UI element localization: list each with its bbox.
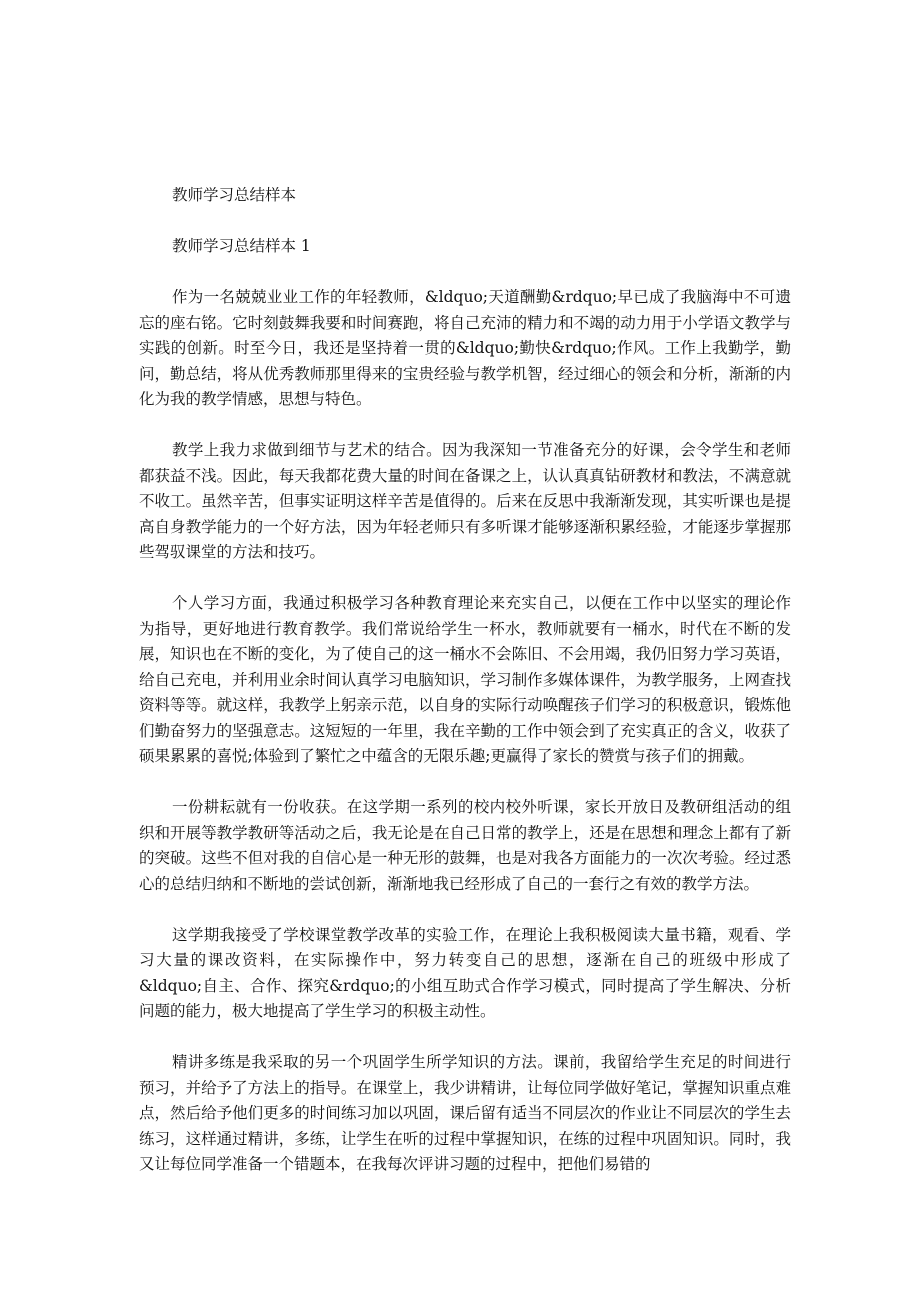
paragraph: 个人学习方面，我通过积极学习各种教育理论来充实自己，以便在工作中以坚实的理论作为指导，更好地进行教育教学。我们常说给学生一杯水，教师就要有一桶水，时代在不断的发展，知识也在不断的变化，为了使自己的这一桶水不会陈旧、不会用竭，我仍旧努力学习英语，给自己充电，并利用业余时间认真学习电脑知识，学习制作多媒体课件，为教学服务，上网查找资料等等。就这样，我教学上躬亲示范，以自身的实际行动唤醒孩子们学习的积极意识，锻炼他们勤奋努力的坚强意志。这短短的一年里，我在辛勤的工作中领会到了充实真正的含义，收获了硕果累累的喜悦;体验到了繁忙之中蕴含的无限乐趣;更赢得了家长的赞赏与孩子们的拥戴。 [139,594,791,765]
paragraph: 教学上我力求做到细节与艺术的结合。因为我深知一节准备充分的好课，会令学生和老师都获益不浅。因此，每天我都花费大量的时间在备课之上，认认真真钻研教材和教法，不满意就不收工。虽然辛苦，但事实证明这样辛苦是值得的。后来在反思中我渐渐发现，其实听课也是提高自身教学能力的一个好方法，因为年轻老师只有多听课才能够逐渐积累经验，才能逐步掌握那些驾驭课堂的方法和技巧。 [139,441,791,561]
paragraph: 精讲多练是我采取的另一个巩固学生所学知识的方法。课前，我留给学生充足的时间进行预习，并给予了方法上的指导。在课堂上，我少讲精讲，让每位同学做好笔记，掌握知识重点难点，然后给予他们更多的时间练习加以巩固，课后留有适当不同层次的作业让不同层次的学生去练习，这样通过精讲，多练，让学生在听的过程中掌握知识，在练的过程中巩固知识。同时，我又让每位同学准备一个错题本，在我每次评讲习题的过程中，把他们易错的 [139,1053,791,1173]
paragraph: 作为一名兢兢业业工作的年轻教师，&ldquo;天道酬勤&rdquo;早已成了我脑海中不可遗忘的座右铭。它时刻鼓舞我要和时间赛跑，将自己充沛的精力和不竭的动力用于小学语文教学与实践的创新。时至今日，我还是坚持着一贯的&ldquo;勤快&rdquo;作风。工作上我勤学，勤问，勤总结，将从优秀教师那里得来的宝贵经验与教学机智，经过细心的领会和分析，渐渐的内化为我的教学情感，思想与特色。 [139,288,791,408]
document-title: 教师学习总结样本 [172,186,297,204]
paragraph: 这学期我接受了学校课堂教学改革的实验工作，在理论上我积极阅读大量书籍，观看、学习大量的课改资料，在实际操作中，努力转变自己的思想，逐渐在自己的班级中形成了&ldquo;自主、合作、探究&rdquo;的小组互助式合作学习模式，同时提高了学生解决、分析问题的能力，极大地提高了学生学习的积极主动性。 [139,925,791,1020]
paragraph: 一份耕耘就有一份收获。在这学期一系列的校内校外听课，家长开放日及教研组活动的组织和开展等教学教研等活动之后，我无论是在自己日常的教学上，还是在思想和理念上都有了新的突破。这些不但对我的自信心是一种无形的鼓舞，也是对我各方面能力的一次次考验。经过悉心的总结归纳和不断地的尝试创新，渐渐地我已经形成了自己的一套行之有效的教学方法。 [139,798,791,893]
document-body [139,183,791,1178]
document-subtitle: 教师学习总结样本 1 [172,237,311,255]
